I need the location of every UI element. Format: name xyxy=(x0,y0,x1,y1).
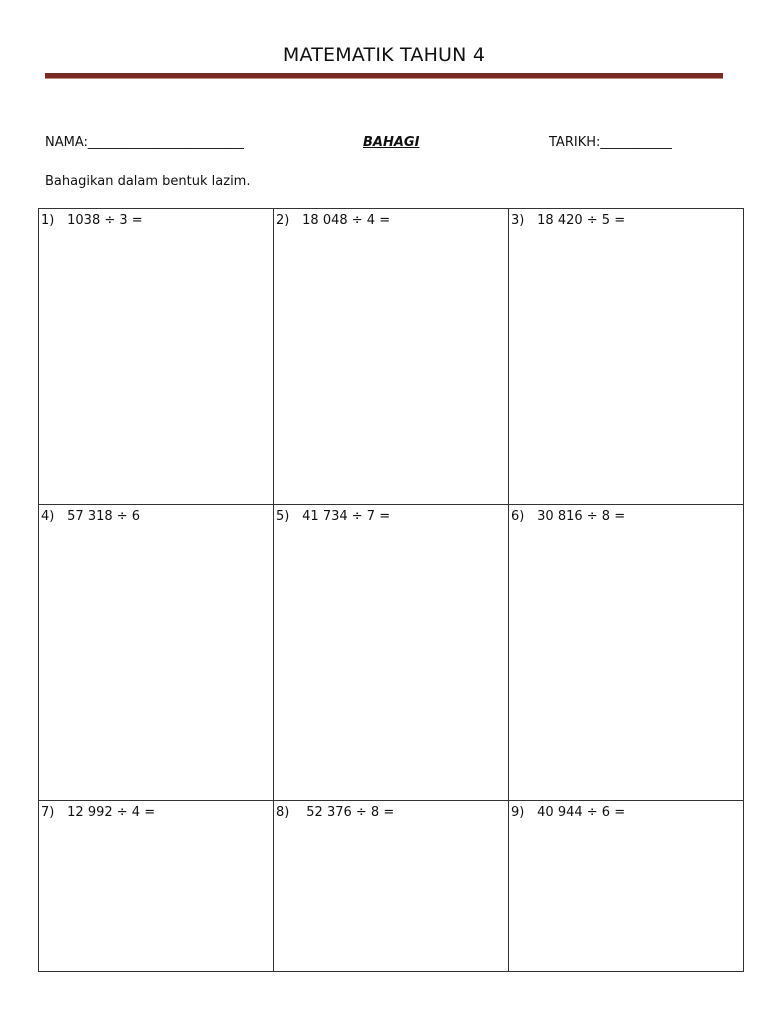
name-field-label[interactable]: NAMA:________________________ xyxy=(45,135,244,150)
problem-cell-9[interactable] xyxy=(509,801,744,972)
problem-grid xyxy=(38,208,744,972)
problem-cell-1[interactable] xyxy=(39,209,274,505)
problem-number: 3) xyxy=(511,213,525,228)
problem-number: 7) xyxy=(41,805,55,820)
problem-number: 6) xyxy=(511,509,525,524)
problem-row xyxy=(39,505,744,801)
problem-cell-8[interactable] xyxy=(274,801,509,972)
problem-expression: 57 318 ÷ 6 xyxy=(67,509,141,524)
problem-row xyxy=(39,801,744,972)
topic-heading: BAHAGI xyxy=(363,135,420,150)
problem-cell-7[interactable] xyxy=(39,801,274,972)
problem-expression: 1038 ÷ 3 = xyxy=(67,213,143,228)
problem-cell-6[interactable] xyxy=(509,505,744,801)
problem-expression: 30 816 ÷ 8 = xyxy=(537,509,626,524)
problem-number: 8) xyxy=(276,805,290,820)
worksheet-header xyxy=(0,135,768,155)
problem-number: 4) xyxy=(41,509,55,524)
problem-expression: 18 420 ÷ 5 = xyxy=(537,213,626,228)
problem-cell-4[interactable] xyxy=(39,505,274,801)
problem-expression: 12 992 ÷ 4 = xyxy=(67,805,156,820)
problem-row xyxy=(39,209,744,505)
problem-expression: 40 944 ÷ 6 = xyxy=(537,805,626,820)
problem-expression: 41 734 ÷ 7 = xyxy=(302,509,391,524)
page-title: MATEMATIK TAHUN 4 xyxy=(282,44,486,66)
problem-number: 5) xyxy=(276,509,290,524)
problem-expression: 18 048 ÷ 4 = xyxy=(302,213,391,228)
instruction-text: Bahagikan dalam bentuk lazim. xyxy=(45,174,251,189)
problem-cell-5[interactable] xyxy=(274,505,509,801)
title-divider xyxy=(45,73,723,78)
problem-cell-2[interactable] xyxy=(274,209,509,505)
problem-cell-3[interactable] xyxy=(509,209,744,505)
date-field-label[interactable]: TARIKH:___________ xyxy=(549,135,672,150)
problem-number: 9) xyxy=(511,805,525,820)
problem-number: 1) xyxy=(41,213,55,228)
problem-number: 2) xyxy=(276,213,290,228)
problem-expression: 52 376 ÷ 8 = xyxy=(302,805,395,820)
